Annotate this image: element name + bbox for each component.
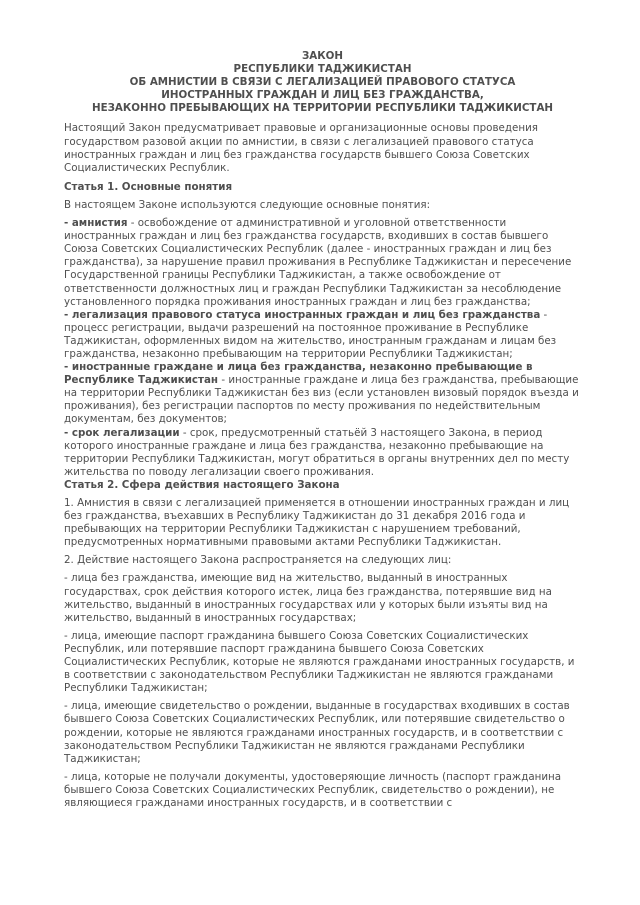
article-2-list-item-2: - лица, имеющие паспорт гражданина бывшего Союза Советских Социалистических Республик, или потерявшие паспорт гражданина бывшего Союза Советских Социалистических Республик, которые не являются гражданами иностранных государств, и в соответствии с законодательством Республики Таджикистан не являются гражданами Республики Таджикистан; — [64, 629, 575, 695]
title-line-1: ЗАКОН — [301, 50, 344, 62]
article-2-list-item-1: - лица без гражданства, имеющие вид на жительство, выданный в иностранных государствах, срок действия которого истек, лица без гражданства, потерявшие вид на жительство, выданный в иностранных государствах или у которых были изъяты вид на жительство, выданный в иностранных государствах; — [64, 572, 552, 624]
definition-legalization — [64, 309, 581, 361]
definition-amnesty-term: - амнистия — [64, 217, 128, 230]
article-2-heading: Статья 2. Сфера действия настоящего Закона — [64, 478, 340, 491]
definition-legalization-body: - процесс регистрации, выдачи разрешений на постоянное проживание в Республике Таджикистан, оформленных видом на жительство, иностранным гражданам и лицам без гражданства, незаконно пребывающим на территории Республики Таджикистан; — [64, 308, 557, 360]
title-line-4: ИНОСТРАННЫХ ГРАЖДАН И ЛИЦ БЕЗ ГРАЖДАНСТВА, — [161, 89, 484, 102]
article-1-lead: В настоящем Законе используются следующие основные понятия: — [64, 198, 431, 211]
title-line-3: ОБ АМНИСТИИ В СВЯЗИ С ЛЕГАЛИЗАЦИЕЙ ПРАВОВОГО СТАТУСА — [129, 76, 516, 89]
definition-legalization-period-term: - срок легализации — [64, 426, 180, 439]
document-title — [64, 50, 581, 115]
intro-paragraph: Настоящий Закон предусматривает правовые и организационные основы проведения государством разовой акции по амнистии, в связи с легализацией правового статуса иностранных граждан и лиц без гражданства государств бывшего Союза Советских Социалистических Республик. — [64, 122, 538, 174]
title-line-5: НЕЗАКОННО ПРЕБЫВАЮЩИХ НА ТЕРРИТОРИИ РЕСПУБЛИКИ ТАДЖИКИСТАН — [91, 102, 554, 115]
article-2-clause-2: 2. Действие настоящего Закона распространяется на следующих лиц: — [64, 554, 452, 567]
definition-amnesty-body: - освобождение от административной и уголовной ответственности иностранных граждан и лиц без гражданства государств, входивших в состав бывшего Союза Советских Социалистических Республик (далее - иностранных граждан и лиц без гражданства), за нарушение правил проживания в Республике Таджикистан и пересечение Государственной границы Республики Таджикистан, а также освобождение от ответственности должностных лиц и граждан Республики Таджикистан за несоблюдение установленного порядка проживания иностранных граждан и лиц без гражданства; — [64, 217, 572, 308]
definition-amnesty — [64, 217, 581, 309]
definition-legalization-period-body: - срок, предусмотренный статьёй 3 настоящего Закона, в период которого иностранные граждане и лица без гражданства, незаконно пребывающие на территории Республики Таджикистан, могут обратиться в органы внутренних дел по месту жительства по поводу легализации своего проживания. — [64, 426, 570, 478]
definition-foreign-citizens-term: - иностранные граждане и лица без гражданства, незаконно пребывающие в Республике Таджикистан — [64, 361, 533, 387]
article-2-clause-1: 1. Амнистия в связи с легализацией применяется в отношении иностранных граждан и лиц без гражданства, въехавших в Республику Таджикистан до 31 декабря 2016 года и пребывающих на территории Республики Таджикистан с нарушением требований, предусмотренных нормативными правовыми актами Республики Таджикистан. — [64, 497, 570, 549]
article-1-heading: Статья 1. Основные понятия — [64, 180, 233, 193]
definition-foreign-citizens — [64, 361, 581, 426]
article-2-list-item-4: - лица, которые не получали документы, удостоверяющие личность (паспорт гражданина бывшего Союза Советских Социалистических Республик, свидетельство о рождении), не являющиеся гражданами иностранных государств, и в соответствии с — [64, 770, 562, 809]
definitions-block — [64, 217, 581, 479]
definition-legalization-term: - легализация правового статуса иностранных граждан и лиц без гражданства — [64, 308, 541, 321]
definition-foreign-citizens-body: - иностранные граждане и лица без гражданства, пребывающие на территории Республики Таджикистан без виз (если установлен визовый порядок въезда и проживания), без регистрации паспортов по месту проживания по недействительным документам, без документов; — [64, 374, 579, 426]
title-line-2: РЕСПУБЛИКИ ТАДЖИКИСТАН — [233, 63, 412, 76]
article-2-list-item-3: - лица, имеющие свидетельство о рождении, выданные в государствах входивших в состав бывшего Союза Советских Социалистических Республик, или потерявшие свидетельство о рождении, которые не являются гражданами иностранных государств, и в соответствии с законодательством Республики Таджикистан не являются гражданами Республики Таджикистан; — [64, 700, 570, 765]
document-page — [64, 50, 581, 815]
definition-legalization-period — [64, 427, 581, 479]
